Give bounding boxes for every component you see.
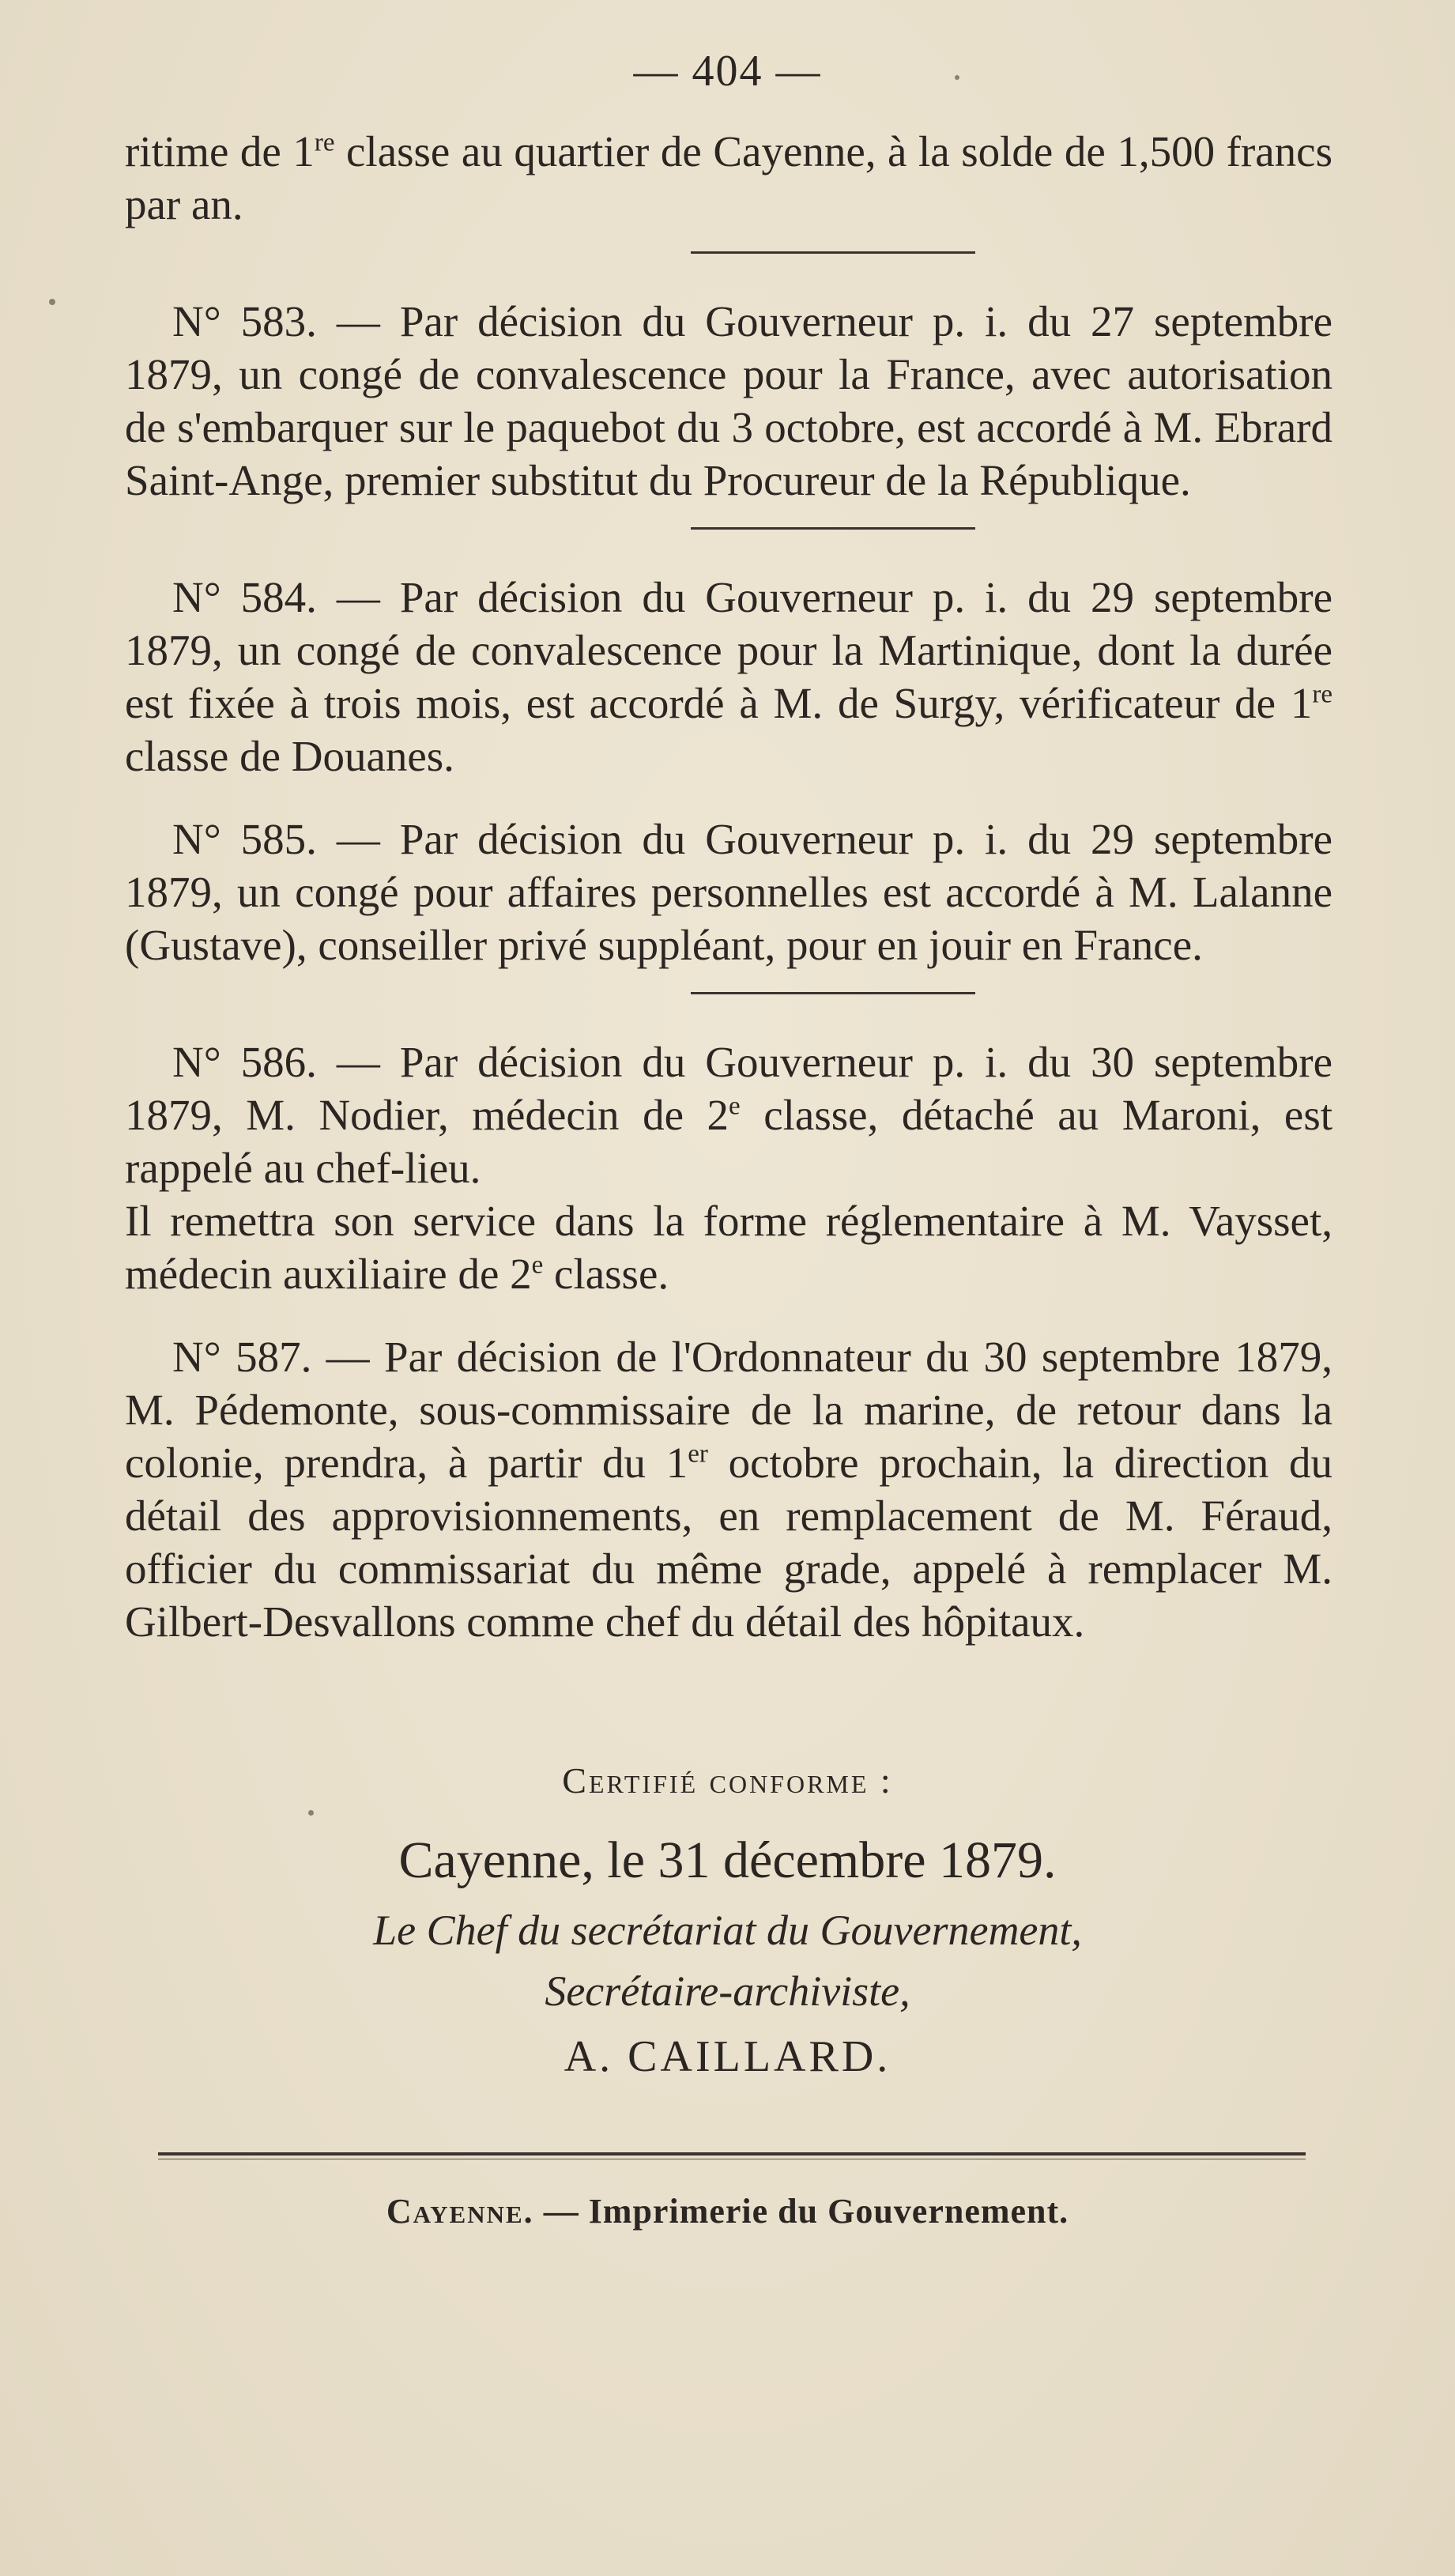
spacer [125,1300,1332,1330]
certified-heading: Certifié conforme : [562,1760,893,1801]
superscript: e [729,1092,741,1121]
text-run: classe au quartier de Cayenne, à la solde de 1,500 francs par an. [125,127,1332,228]
signatory-subtitle: Secrétaire-archiviste, [545,1967,910,2015]
text-run: classe, détaché au Maroni, est rappelé au chef-lieu. [125,1091,1332,1192]
text-run: ritime de 1 [125,127,315,175]
text-run: classe de Douanes. [125,732,454,780]
paper-speck [308,1810,314,1816]
imprint-text: — Imprimerie du Gouvernement. [533,2192,1069,2231]
superscript: e [531,1250,544,1280]
printer-imprint [0,2191,1455,2231]
text-run: N° 587. — Par décision de l'Ordonnateur du 30 septembre 1879, M. Pédemonte, sous-commissaire de la marine, de retour dans la colonie, prendra, à partir du 1 [125,1333,1332,1487]
text-run: classe. [543,1250,669,1298]
paragraph-584 [125,571,1332,783]
spacer [125,783,1332,813]
section-rule [691,992,975,994]
body-text [125,125,1332,1648]
date-line: Cayenne, le 31 décembre 1879. [398,1831,1057,1889]
superscript: er [688,1439,708,1469]
paragraph-586 [125,1035,1332,1194]
paragraph-587 [125,1330,1332,1648]
superscript: re [1312,680,1332,709]
footer-rule [158,2152,1306,2155]
text-run: Il remettra son service dans la forme réglementaire à M. Vaysset, médecin auxiliaire de 2 [125,1197,1332,1298]
paragraph-585: N° 585. — Par décision du Gouverneur p. i. du 29 septembre 1879, un congé pour affaires personnelles est accordé à M. Lalanne (Gustave), conseiller privé suppléant, pour en jouir en France. [125,815,1332,969]
imprint-city: Cayenne. [386,2192,534,2231]
paragraph-583: N° 583. — Par décision du Gouverneur p. i. du 27 septembre 1879, un congé de convalescence pour la France, avec autorisation de s'embarquer sur le paquebot du 3 octobre, est accordé à M. Ebrard Saint-Ange, premier substitut du Procureur de la République. [125,297,1332,504]
page-number: — 404 — [633,47,822,96]
signatory-title: Le Chef du secrétariat du Gouvernement, [373,1907,1082,1954]
paper-speck [49,299,55,305]
paragraph-continuation [125,125,1332,231]
paper-speck [955,75,959,80]
section-rule [691,251,975,254]
paragraph-586-continuation [125,1194,1332,1300]
section-rule [691,527,975,530]
text-run: N° 586. — Par décision du Gouverneur p. i. du 30 septembre 1879, M. Nodier, médecin de 2 [125,1038,1332,1139]
superscript: re [314,128,335,157]
signatory-name: A. CAILLARD. [564,2032,891,2081]
text-run: octobre prochain, la direction du détail des approvisionnements, en remplacement de M. Féraud, officier du commissariat du même grade, appelé à remplacer M. Gilbert-Desvallons comme chef du détail des hôpitaux. [125,1439,1333,1646]
text-run: N° 584. — Par décision du Gouverneur p. i. du 29 septembre 1879, un congé de convalescence pour la Martinique, dont la durée est fixée à trois mois, est accordé à M. de Surgy, vérificateur de 1 [125,573,1332,727]
